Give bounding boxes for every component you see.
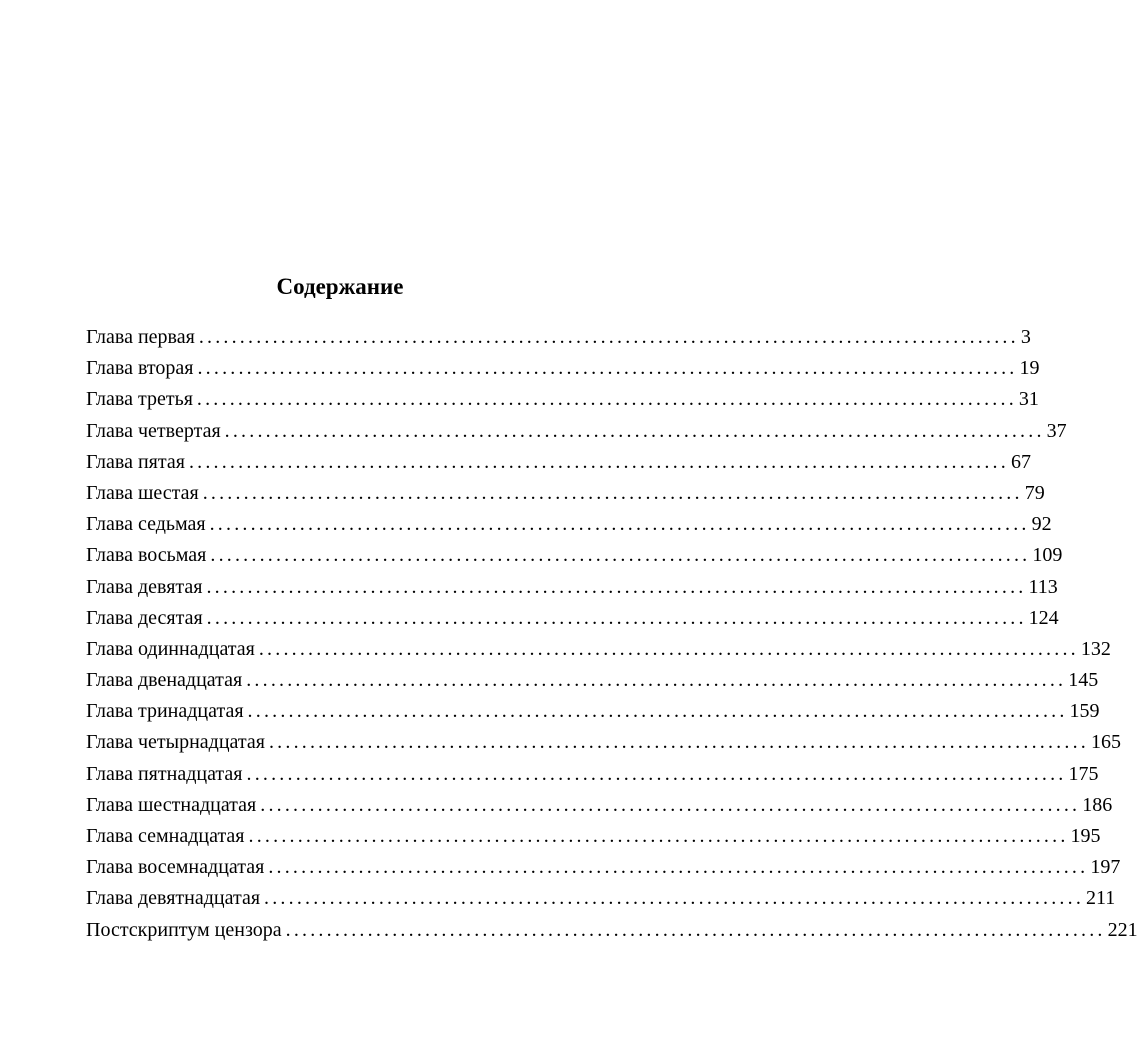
toc-dot-leader: .................................................................................................... bbox=[198, 326, 1019, 348]
toc-dot-leader: .................................................................................................... bbox=[246, 762, 1067, 785]
toc-dot-leader: .................................................................................................... bbox=[268, 856, 1089, 879]
toc-entry-label: Глава десятая bbox=[86, 606, 203, 629]
toc-entry bbox=[86, 915, 1138, 946]
toc-dot-leader: .................................................................................................... bbox=[264, 887, 1085, 910]
toc-entry bbox=[86, 572, 1058, 603]
toc-dot-leader: .................................................................................................... bbox=[188, 450, 1009, 473]
toc-entry-label: Глава семнадцатая bbox=[86, 825, 245, 847]
toc-page-number: 3 bbox=[1020, 326, 1031, 348]
toc-entry-label: Глава седьмая bbox=[86, 513, 206, 536]
toc-page-number: 159 bbox=[1069, 700, 1100, 723]
toc-entry bbox=[86, 384, 1039, 415]
toc-page-number: 145 bbox=[1068, 669, 1099, 692]
toc-dot-leader: .................................................................................................... bbox=[202, 481, 1023, 504]
toc-entry-label: Глава девятнадцатая bbox=[86, 887, 261, 910]
toc-entry-label: Постскриптум цензора bbox=[86, 918, 282, 941]
toc-dot-leader: .................................................................................................... bbox=[248, 825, 1069, 847]
toc-page-number: 175 bbox=[1068, 762, 1099, 785]
toc-entry-label: Глава тринадцатая bbox=[86, 700, 244, 723]
toc-dot-leader: .................................................................................................... bbox=[210, 544, 1031, 567]
toc-entry-label: Глава шестнадцатая bbox=[86, 793, 257, 816]
toc-entry bbox=[86, 322, 1031, 353]
toc-dot-leader: .................................................................................................... bbox=[285, 918, 1106, 941]
toc-dot-leader: .................................................................................................... bbox=[246, 669, 1067, 692]
toc-entry bbox=[86, 883, 1116, 914]
toc-dot-leader: .................................................................................................... bbox=[268, 731, 1089, 754]
toc-entry-label: Глава двенадцатая bbox=[86, 669, 243, 692]
toc-entry bbox=[86, 727, 1121, 758]
toc-dot-leader: .................................................................................................... bbox=[260, 793, 1081, 816]
toc-entry-label: Глава восьмая bbox=[86, 544, 207, 567]
toc-entry-label: Глава четвертая bbox=[86, 419, 221, 442]
toc-title: Содержание bbox=[276, 274, 404, 299]
toc-dot-leader: .................................................................................................... bbox=[197, 357, 1018, 380]
toc-entry bbox=[86, 416, 1067, 447]
toc-page-number: 132 bbox=[1080, 637, 1111, 660]
toc-page-number: 109 bbox=[1032, 544, 1063, 567]
toc-entry-label: Глава первая bbox=[86, 326, 195, 348]
toc-entry bbox=[86, 790, 1113, 821]
toc-dot-leader: .................................................................................................... bbox=[209, 513, 1030, 536]
toc-page-number: 124 bbox=[1028, 606, 1059, 629]
toc-page-number: 211 bbox=[1086, 887, 1116, 910]
toc-list bbox=[86, 322, 1138, 946]
toc-entry bbox=[86, 540, 1063, 571]
toc-page-number: 79 bbox=[1024, 481, 1045, 504]
toc-page-number: 67 bbox=[1010, 450, 1031, 473]
toc-page-number: 197 bbox=[1090, 856, 1121, 879]
toc-entry-label: Глава девятая bbox=[86, 575, 203, 598]
toc-entry-label: Глава третья bbox=[86, 388, 193, 411]
toc-page-number: 113 bbox=[1028, 575, 1058, 598]
toc-entry bbox=[86, 696, 1100, 727]
toc-page-number: 165 bbox=[1090, 731, 1121, 754]
toc-dot-leader: .................................................................................................... bbox=[206, 575, 1027, 598]
toc-dot-leader: .................................................................................................... bbox=[224, 419, 1045, 442]
toc-page-number: 195 bbox=[1070, 825, 1101, 847]
toc-entry-label: Глава шестая bbox=[86, 481, 199, 504]
toc-entry bbox=[86, 353, 1040, 384]
toc-entry bbox=[86, 852, 1121, 883]
toc-entry-label: Глава вторая bbox=[86, 357, 194, 380]
toc-dot-leader: .................................................................................................... bbox=[258, 637, 1079, 660]
toc-entry-label: Глава восемнадцатая bbox=[86, 856, 265, 879]
toc-entry bbox=[86, 603, 1059, 634]
toc-page-number: 31 bbox=[1018, 388, 1039, 411]
toc-entry-label: Глава четырнадцатая bbox=[86, 731, 265, 754]
toc-entry-label: Глава пятая bbox=[86, 450, 185, 473]
toc-entry bbox=[86, 665, 1099, 696]
toc-page-number: 19 bbox=[1019, 357, 1040, 380]
toc-page-number: 186 bbox=[1082, 793, 1113, 816]
toc-entry-label: Глава одиннадцатая bbox=[86, 637, 255, 660]
toc-entry bbox=[86, 634, 1111, 665]
toc-entry bbox=[86, 447, 1031, 478]
toc-page-number: 92 bbox=[1031, 513, 1052, 536]
toc-dot-leader: .................................................................................................... bbox=[206, 606, 1027, 629]
toc-entry bbox=[86, 759, 1099, 790]
toc-page-number: 221 bbox=[1107, 918, 1138, 941]
toc-entry bbox=[86, 478, 1045, 509]
toc-entry bbox=[86, 821, 1101, 852]
toc-dot-leader: .................................................................................................... bbox=[196, 388, 1017, 411]
toc-entry bbox=[86, 509, 1052, 540]
toc-dot-leader: .................................................................................................... bbox=[247, 700, 1068, 723]
toc-page-number: 37 bbox=[1046, 419, 1067, 442]
toc-entry-label: Глава пятнадцатая bbox=[86, 762, 243, 785]
